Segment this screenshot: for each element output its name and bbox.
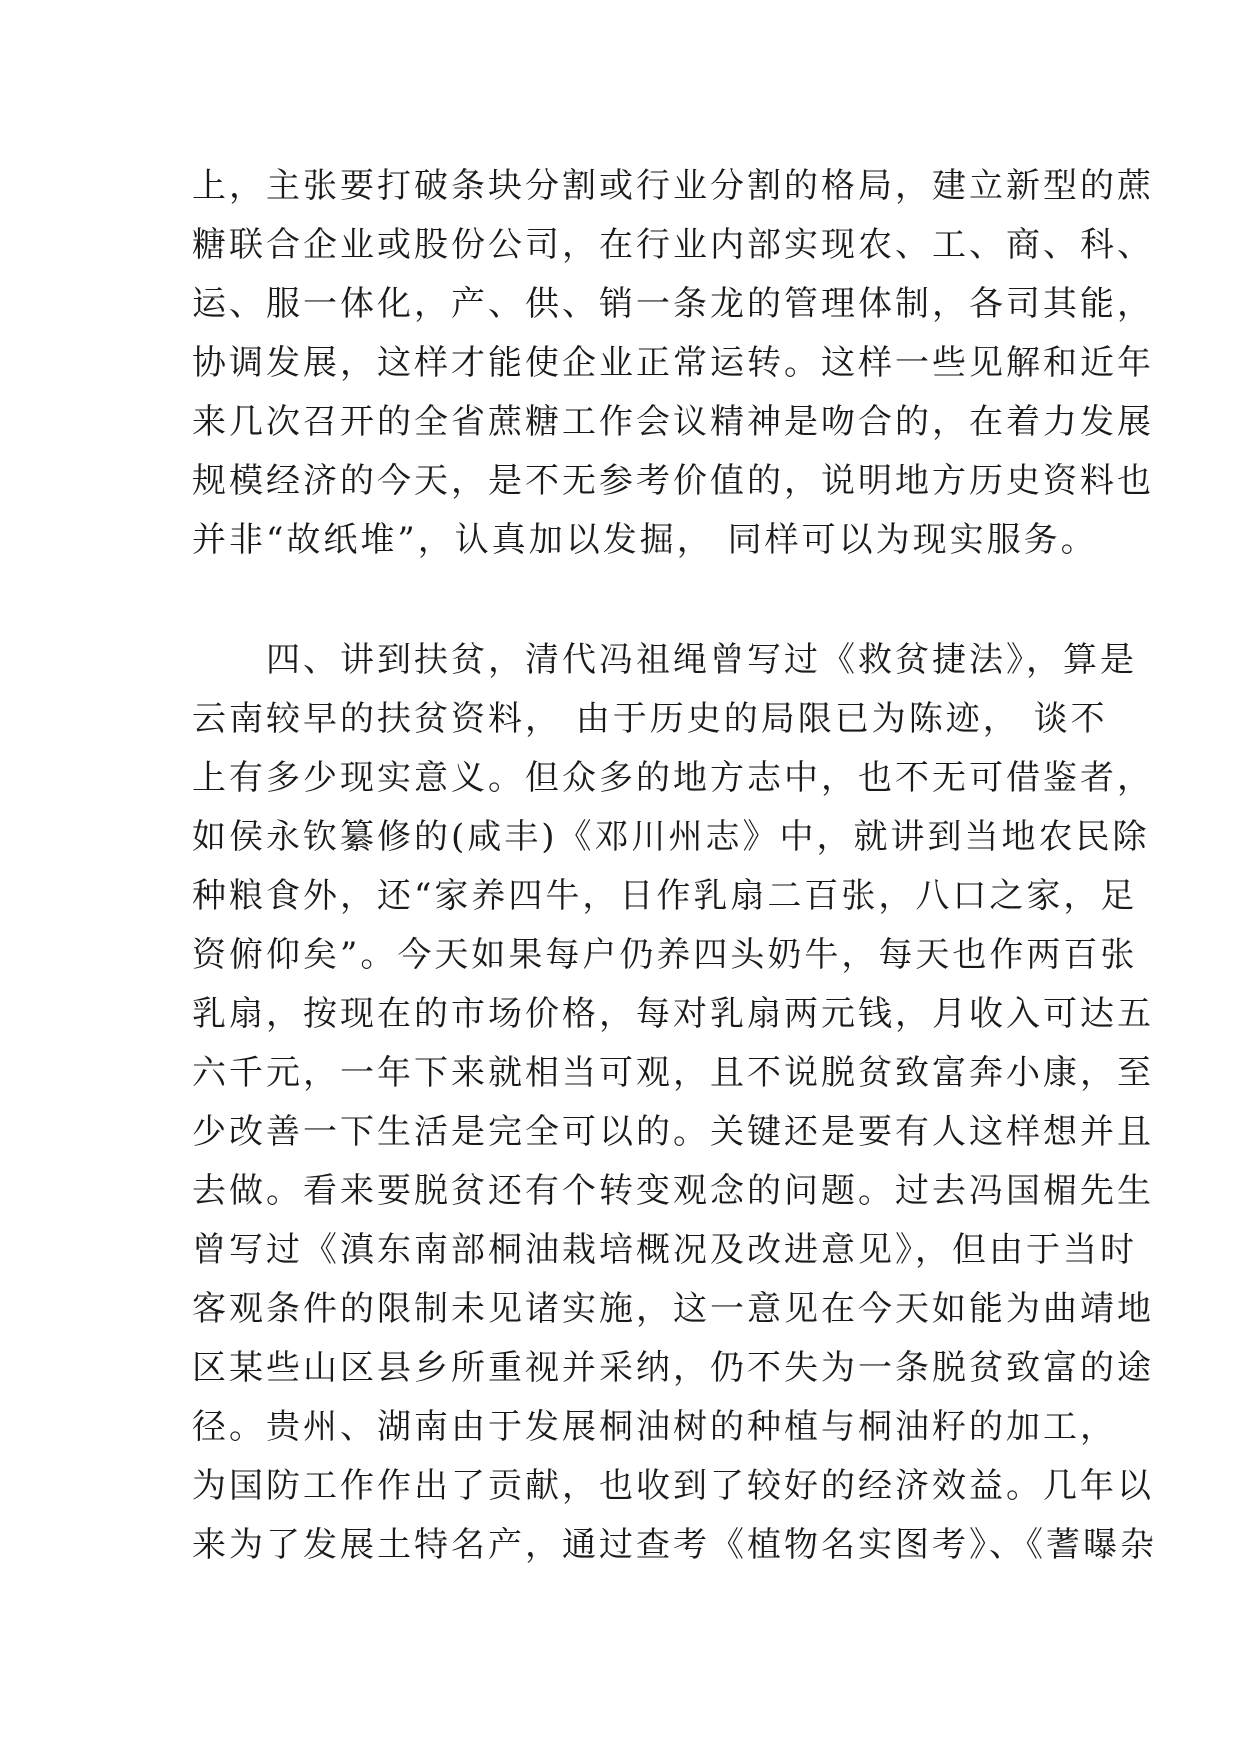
text-line: 上有多少现实意义。但众多的地方志中，也不无可借鉴者， [192, 758, 1154, 798]
text-line: 种粮食外，还“家养四牛，日作乳扇二百张，八口之家，足 [192, 876, 1138, 916]
text-line: 六千元，一年下来就相当可观，且不说脱贫致富奔小康，至 [192, 1053, 1154, 1093]
text-line: 云南较早的扶贫资料， 由于历史的局限已为陈迹， 谈不 [192, 699, 1108, 739]
text-line: 径。贵州、湖南由于发展桐油树的种植与桐油籽的加工， [192, 1407, 1117, 1447]
text-line: 资俯仰矣”。今天如果每户仍养四头奶牛，每天也作两百张 [192, 935, 1138, 975]
text-line: 为国防工作作出了贡献，也收到了较好的经济效益。几年以 [192, 1466, 1154, 1506]
text-line: 乳扇，按现在的市场价格，每对乳扇两元钱，月收入可达五 [192, 994, 1154, 1034]
text-line: 曾写过《滇东南部桐油栽培概况及改进意见》，但由于当时 [192, 1230, 1137, 1270]
paragraph-2 [192, 631, 1157, 1575]
text-line: 规模经济的今天，是不无参考价值的，说明地方历史资料也 [192, 461, 1154, 501]
text-line: 上，主张要打破条块分割或行业分割的格局，建立新型的蔗 [192, 166, 1154, 206]
text-line: 协调发展，这样才能使企业正常运转。这样一些见解和近年 [192, 343, 1154, 383]
text-line: 糖联合企业或股份公司，在行业内部实现农、工、商、科、 [192, 225, 1154, 265]
text-line: 客观条件的限制未见诸实施，这一意见在今天如能为曲靖地 [192, 1289, 1154, 1329]
text-line: 区某些山区县乡所重视并采纳，仍不失为一条脱贫致富的途 [192, 1348, 1154, 1388]
text-line: 来几次召开的全省蔗糖工作会议精神是吻合的，在着力发展 [192, 402, 1154, 442]
text-line: 去做。看来要脱贫还有个转变观念的问题。过去冯国楣先生 [192, 1171, 1154, 1211]
text-line: 并非“故纸堆”，认真加以发掘， 同样可以为现实服务。 [192, 520, 1098, 560]
text-line: 如侯永钦纂修的(咸丰)《邓川州志》中，就讲到当地农民除 [192, 817, 1150, 857]
text-line: 来为了发展土特名产，通过查考《植物名实图考》、《蓍曝杂 [192, 1525, 1157, 1565]
text-line: 运、服一体化，产、供、销一条龙的管理体制，各司其能， [192, 284, 1154, 324]
text-line: 少改善一下生活是完全可以的。关键还是要有人这样想并且 [192, 1112, 1154, 1152]
paragraph-1 [192, 157, 1154, 570]
text-line: 四、讲到扶贫，清代冯祖绳曾写过《救贫捷法》，算是 [192, 640, 1137, 680]
